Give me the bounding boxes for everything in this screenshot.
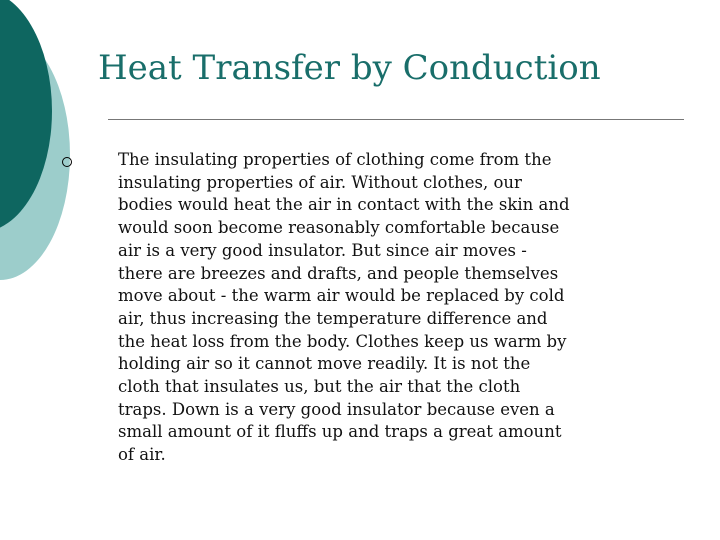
paragraph-line-8: air, thus increasing the temperature difference and bbox=[118, 308, 548, 328]
paragraph-line-3: bodies would heat the air in contact with the skin and bbox=[118, 195, 570, 215]
paragraph-line-2: insulating properties of air. Without clothes, our bbox=[118, 172, 522, 192]
paragraph-line-5: air is a very good insulator. But since air moves - bbox=[118, 240, 527, 260]
paragraph-line-7: move about - the warm air would be replaced by cold bbox=[118, 286, 565, 306]
title-divider bbox=[108, 119, 684, 120]
bullet-circle-icon bbox=[62, 157, 72, 167]
paragraph-line-11: cloth that insulates us, but the air that the cloth bbox=[118, 377, 521, 397]
paragraph-line-6: there are breezes and drafts, and people themselves bbox=[118, 263, 559, 283]
bullet-paragraph bbox=[118, 149, 690, 467]
paragraph-line-14: of air. bbox=[118, 445, 166, 465]
paragraph-line-1: The insulating properties of clothing come from the bbox=[118, 150, 552, 169]
paragraph-line-13: small amount of it fluffs up and traps a great amount bbox=[118, 422, 562, 442]
paragraph-line-10: holding air so it cannot move readily. It is not the bbox=[118, 354, 531, 374]
slide-title: Heat Transfer by Conduction bbox=[98, 48, 601, 88]
paragraph-line-12: traps. Down is a very good insulator because even a bbox=[118, 399, 555, 419]
paragraph-line-4: would soon become reasonably comfortable because bbox=[118, 218, 560, 238]
paragraph-line-9: the heat loss from the body. Clothes keep us warm by bbox=[118, 331, 567, 351]
